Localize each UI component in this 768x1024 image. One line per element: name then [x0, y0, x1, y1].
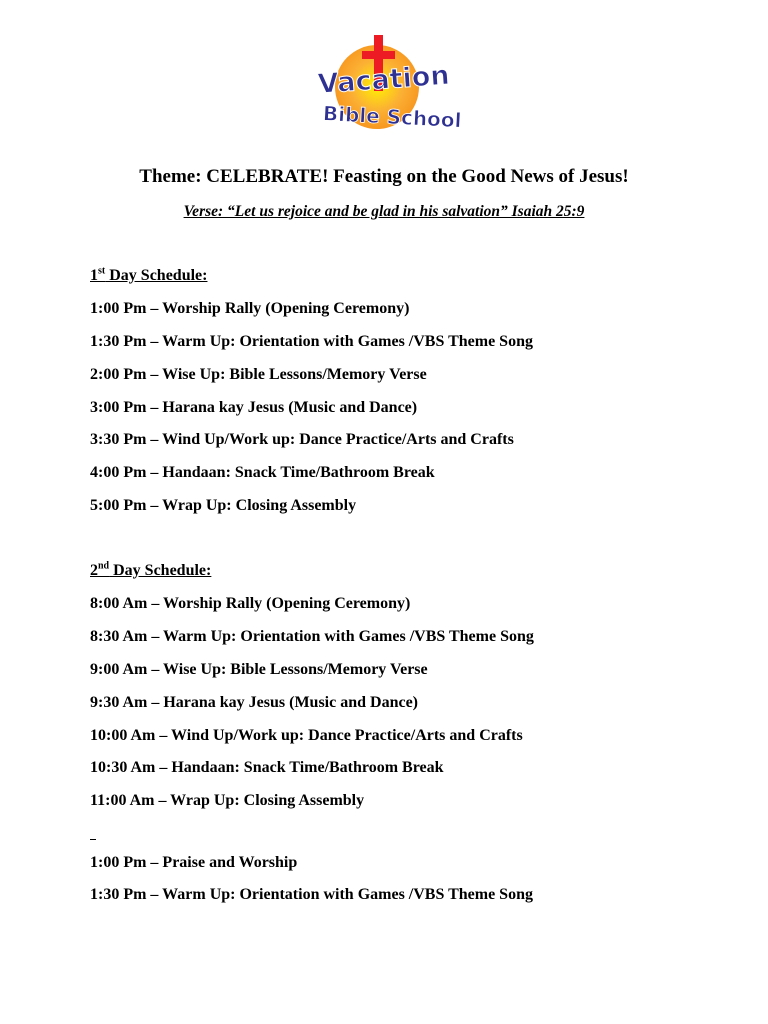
verse-line: Verse: “Let us rejoice and be glad in his salvation” Isaiah 25:9 [183, 203, 585, 220]
schedule-item: 11:00 Am – Wrap Up: Closing Assembly [90, 792, 365, 809]
schedule-item: 10:30 Am – Handaan: Snack Time/Bathroom Break [90, 759, 444, 776]
theme-title: Theme: CELEBRATE! Feasting on the Good News of Jesus! [139, 166, 629, 187]
schedule-item: 1:30 Pm – Warm Up: Orientation with Games /VBS Theme Song [90, 333, 533, 350]
schedule-item: 9:00 Am – Wise Up: Bible Lessons/Memory Verse [90, 661, 428, 678]
schedule-item: 2:00 Pm – Wise Up: Bible Lessons/Memory Verse [90, 366, 427, 383]
schedule-item: 4:00 Pm – Handaan: Snack Time/Bathroom Break [90, 464, 435, 481]
vbs-logo [310, 33, 463, 137]
schedule-item: 1:00 Pm – Praise and Worship [90, 854, 298, 871]
logo-line2: Bible School [322, 101, 463, 133]
schedule-item: 3:30 Pm – Wind Up/Work up: Dance Practice/Arts and Crafts [90, 431, 514, 448]
day2-heading: 2nd Day Schedule: [90, 560, 212, 579]
day1-heading: 1st Day Schedule: [90, 265, 208, 284]
logo-line1: Vacation [316, 59, 451, 101]
schedule-item: 1:00 Pm – Worship Rally (Opening Ceremony) [90, 300, 410, 317]
schedule-item: 1:30 Pm – Warm Up: Orientation with Games /VBS Theme Song [90, 886, 533, 903]
underline-mark [90, 839, 96, 840]
schedule-item: 9:30 Am – Harana kay Jesus (Music and Dance) [90, 694, 419, 711]
schedule-item: 3:00 Pm – Harana kay Jesus (Music and Dance) [90, 399, 418, 416]
schedule-item: 8:00 Am – Worship Rally (Opening Ceremony) [90, 595, 411, 612]
schedule-item: 10:00 Am – Wind Up/Work up: Dance Practice/Arts and Crafts [90, 727, 523, 744]
schedule-item: 5:00 Pm – Wrap Up: Closing Assembly [90, 497, 357, 514]
schedule-item: 8:30 Am – Warm Up: Orientation with Games /VBS Theme Song [90, 628, 534, 645]
